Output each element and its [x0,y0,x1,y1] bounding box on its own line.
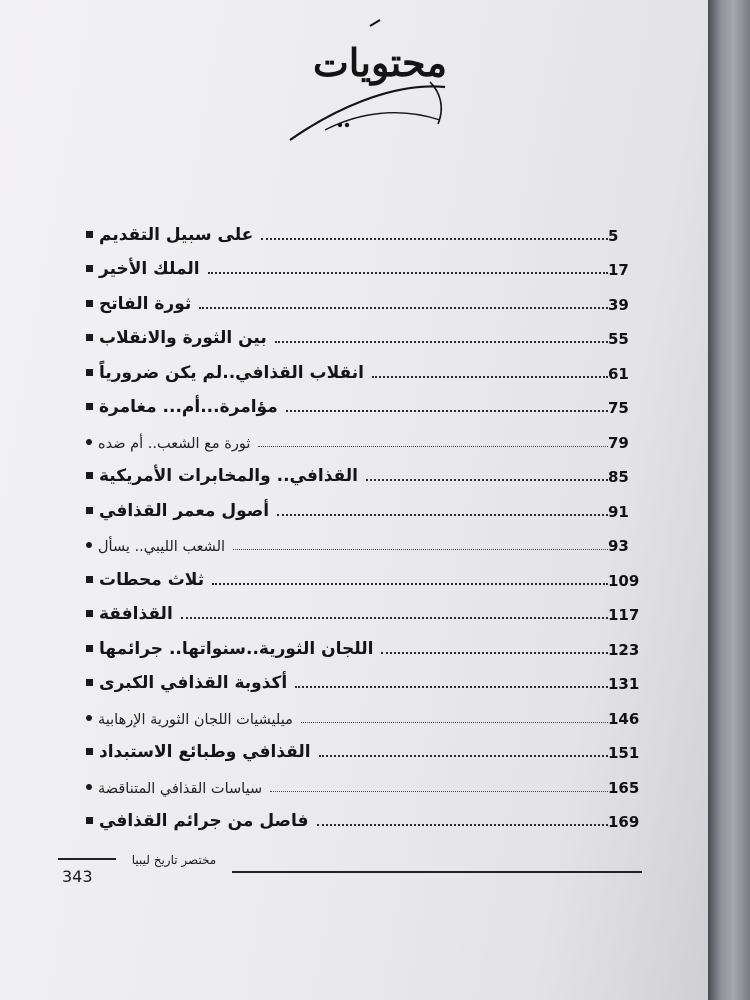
toc-entry [86,247,652,282]
dot-leader [366,479,608,481]
toc-entry-title: سياسات القذافي المتناقضة [98,780,263,797]
toc-entry [86,592,652,627]
toc-entry [86,730,652,765]
toc-entry-page-number: 117 [608,606,640,624]
toc-entry [86,385,652,420]
footer-rule-left [58,858,116,860]
toc-entry-page-number: 109 [608,571,640,590]
page-number: 343 [62,867,93,886]
toc-entry-title: أصول معمر القذافي [99,500,270,521]
toc-entry [86,350,652,385]
toc-entry-title: على سبيل التقديم [99,224,254,245]
toc-entry-page-number: 5 [608,226,619,245]
toc-entry-title: ثلاث محطات [99,569,205,590]
square-bullet-icon [86,369,93,376]
toc-entry-page-number: 55 [608,330,629,348]
dot-leader [212,583,608,585]
toc-entry [86,523,652,558]
contents-heading-calligraphy [280,12,455,147]
adjacent-page-edge [708,0,750,1000]
toc-entry-title: الملك الأخير [99,259,200,279]
dot-leader [199,307,608,309]
contents-heading-title: محتويات [313,40,447,85]
toc-entry [86,419,652,454]
toc-entry-title: بين الثورة والانقلاب [99,328,267,348]
toc-entry-page-number: 85 [608,468,629,486]
circle-bullet-icon [86,715,92,721]
dot-leader [181,617,608,619]
toc-entry [86,281,652,316]
toc-entry [86,316,652,351]
circle-bullet-icon [86,784,92,790]
toc-entry [86,799,652,834]
dot-leader [208,272,608,274]
circle-bullet-icon [86,439,92,445]
toc-entry [86,488,652,523]
dot-leader [317,824,609,826]
square-bullet-icon [86,300,93,307]
square-bullet-icon [86,576,93,583]
square-bullet-icon [86,231,93,238]
dot-leader [372,376,608,378]
circle-bullet-icon [86,542,92,548]
dot-leader [277,514,608,516]
toc-entry-title: القذافي.. والمخابرات الأمريكية [99,466,358,486]
dot-leader [261,238,608,240]
square-bullet-icon [86,817,93,824]
dot-leader [295,686,608,688]
toc-entry [86,626,652,661]
table-of-contents [86,212,652,833]
square-bullet-icon [86,265,93,272]
toc-entry-page-number: 39 [608,295,629,314]
toc-entry-title: ثورة مع الشعب.. أم ضده [98,435,251,452]
dot-leader [381,652,608,654]
dot-leader [301,722,608,723]
toc-entry-page-number: 123 [608,640,640,659]
toc-entry [86,695,652,730]
square-bullet-icon [86,748,93,755]
toc-entry-title: القذافقة [99,604,173,624]
toc-entry-title: مؤامرة...أم... مغامرة [99,397,278,417]
footer-rule-right [232,871,642,873]
toc-entry-page-number: 61 [608,364,629,383]
toc-entry-title: انقلاب القذافي..لم يكن ضرورياً [99,362,364,383]
toc-entry-title: القذافي وطبائع الاستبداد [99,742,311,762]
toc-entry-page-number: 151 [608,744,640,762]
toc-entry-title: أكذوبة القذافي الكبرى [99,673,288,693]
toc-entry-page-number: 17 [608,261,629,279]
toc-entry [86,454,652,489]
toc-entry-page-number: 169 [608,813,640,831]
square-bullet-icon [86,334,93,341]
dot-leader [275,341,608,343]
toc-entry [86,212,652,247]
square-bullet-icon [86,472,93,479]
toc-entry-page-number: 91 [608,502,629,521]
running-footer-book-title: مختصر تاريخ ليبيا [131,853,217,867]
dot-leader [286,410,608,412]
toc-entry-page-number: 146 [608,709,640,728]
toc-entry-title: فاصل من جرائم القذافي [99,811,309,831]
toc-entry-page-number: 79 [608,433,629,452]
toc-entry [86,764,652,799]
dot-leader [319,755,608,757]
square-bullet-icon [86,507,93,514]
toc-entry-title: ميليشيات اللجان الثورية الإرهابية [98,711,293,728]
square-bullet-icon [86,610,93,617]
dot-leader [258,446,608,447]
toc-entry-page-number: 131 [608,675,640,693]
square-bullet-icon [86,679,93,686]
toc-entry-title: ثورة الفاتح [99,293,192,314]
toc-entry-title: اللجان الثورية..سنواتها.. جرائمها [99,638,374,659]
square-bullet-icon [86,645,93,652]
toc-entry-page-number: 75 [608,399,629,417]
toc-entry-page-number: 165 [608,778,640,797]
dot-leader [233,549,608,550]
dot-leader [270,791,608,792]
toc-entry-page-number: 93 [608,537,629,555]
toc-entry [86,661,652,696]
toc-entry-title: الشعب الليبي.. يسأل [98,539,226,555]
square-bullet-icon [86,403,93,410]
toc-entry [86,557,652,592]
